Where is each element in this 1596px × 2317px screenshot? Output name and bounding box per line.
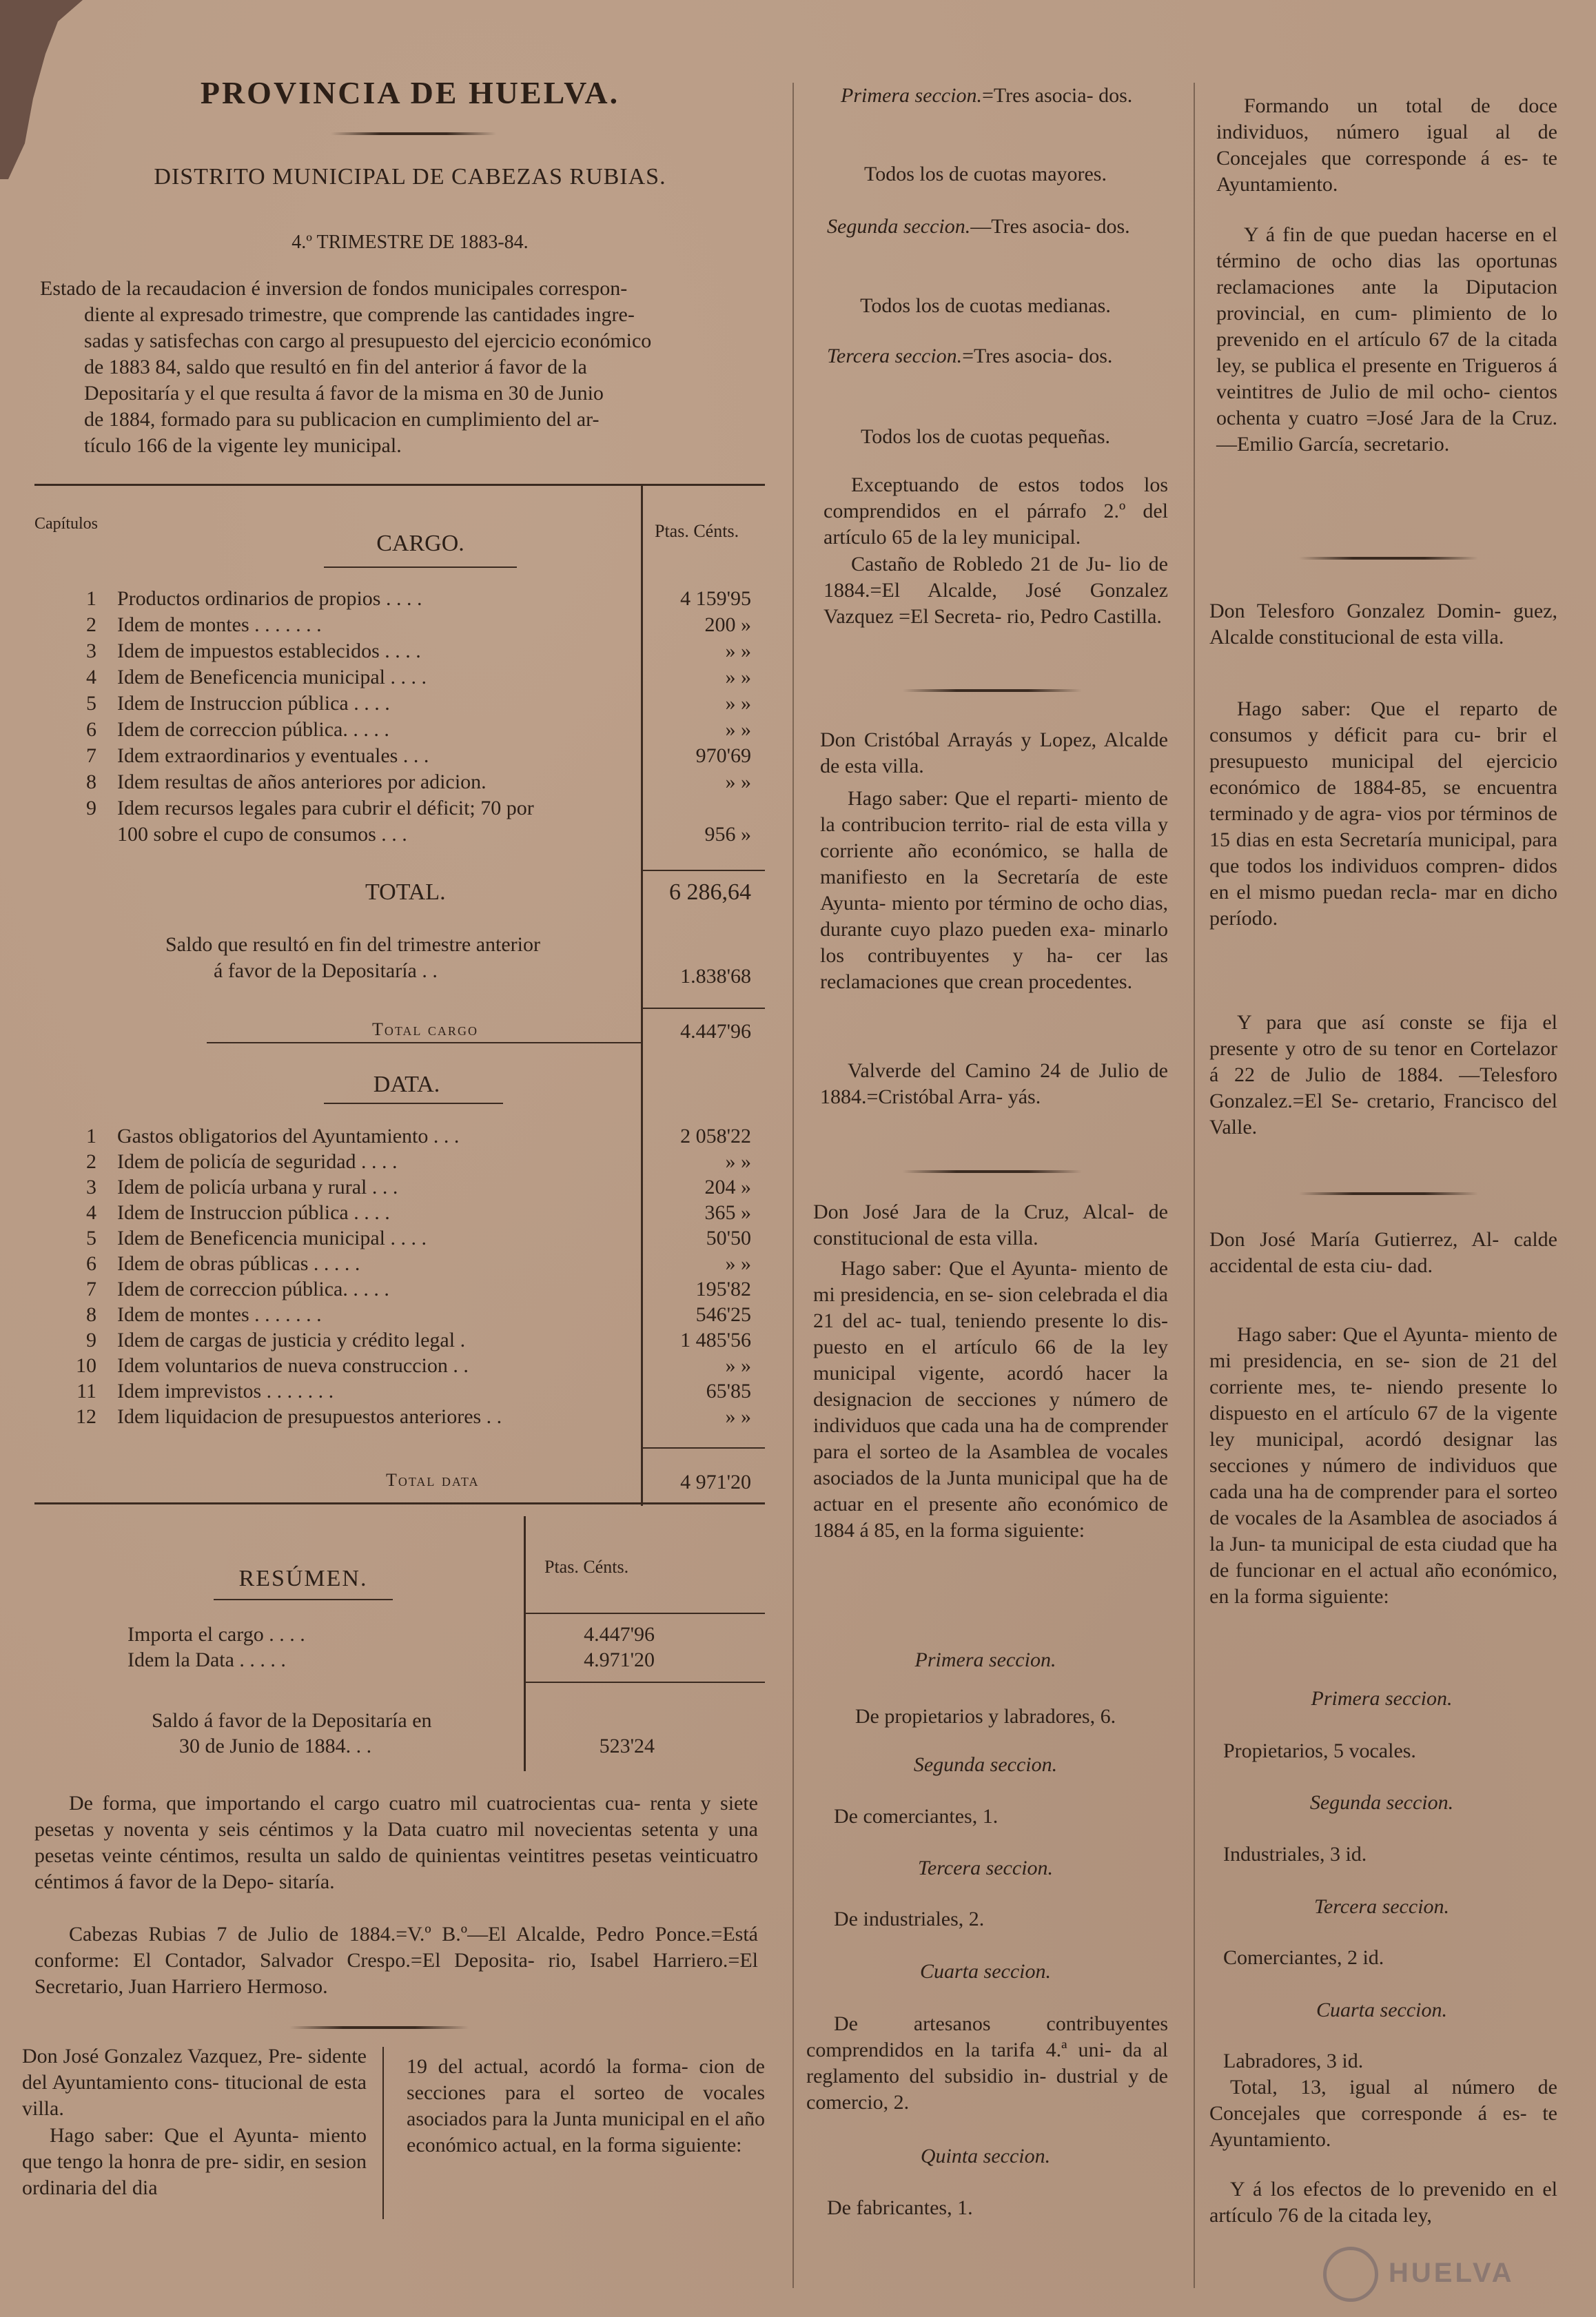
intro-line: Estado de la recaudacion é inversion de fondos municipales correspon- (40, 277, 628, 300)
row-number: 5 (86, 692, 96, 715)
row-number: 11 (76, 1380, 96, 1402)
sum-rule (642, 870, 765, 871)
row-amount: » » (725, 692, 751, 715)
total-label: TOTAL. (365, 879, 446, 905)
row-number: 6 (86, 718, 96, 741)
row-description: Idem de obras públicas . . . . . (117, 1252, 360, 1275)
table-row (34, 1149, 751, 1175)
intro-line: diente al expresado trimestre, que comprende las cantidades ingre- (84, 303, 635, 326)
table-row (34, 1302, 751, 1328)
row-number: 4 (86, 1201, 96, 1224)
jara-sec4-body: De artesanos contribuyentes comprendidos en la tarifa 4.ª uni- da al reglamento del subsidio in- dustrial y de comercio, 2. (806, 2012, 1168, 2114)
table-row (34, 612, 751, 638)
table-row (34, 664, 751, 691)
row-description: Gastos obligatorios del Ayuntamiento . . . (117, 1125, 460, 1147)
row-description: Idem resultas de años anteriores por adicion. (117, 770, 487, 793)
row-description: Idem de montes . . . . . . . (117, 613, 322, 636)
capitulos-header: Capítulos (34, 515, 99, 533)
row-amount: 4 159'95 (680, 587, 751, 610)
total-value: 6 286,64 (669, 879, 751, 905)
resumen-divider (524, 1516, 526, 1771)
row-amount: 546'25 (695, 1303, 751, 1326)
row-description: Idem voluntarios de nueva construccion . . (117, 1354, 469, 1377)
resumen-title-rule (214, 1599, 393, 1600)
row-description: Idem de policía de seguridad . . . . (117, 1150, 398, 1173)
row-amount: » » (725, 666, 751, 688)
arrayas-heading: Don Cristóbal Arrayás y Lopez, Alcalde de esta villa. (820, 728, 1168, 777)
row-description: Idem extraordinarios y eventuales . . . (117, 744, 429, 767)
table-row (34, 1174, 751, 1201)
castano-paragraph: Castaño de Robledo 21 de Ju- lio de 1884.=El Alcalde, José Gonzalez Vazquez =El Secreta- rio, Pedro Castilla. (823, 553, 1168, 628)
saldo-value: 1.838'68 (680, 965, 751, 988)
arrayas-body: Hago saber: Que el reparti- miento de la contribucion territo- rial de esta villa y corriente año económico, se halla de manifiesto en la Secretaría de este Ayunta- miento por término de ocho dias, durante cuyo plazo pueden exa- minarlo los contribuyentes y ha- cer las reclamaciones que crean procedentes. (820, 787, 1168, 993)
gutierrez-sec1-body: Propietarios, 5 vocales. (1223, 1739, 1416, 1762)
s3-title: Tercera seccion. (827, 345, 963, 367)
gutierrez-total: Total, 13, igual al número de Concejales que corresponde á es- te Ayuntamiento. (1209, 2076, 1557, 2151)
table-row (34, 1353, 751, 1379)
gutierrez-sec2-title: Segunda seccion. (1309, 1791, 1454, 1814)
jara-sec4-title: Cuarta seccion. (920, 1960, 1051, 1983)
row-description: Idem de correccion pública. . . . . (117, 1278, 389, 1300)
row-amount: 195'82 (695, 1278, 751, 1300)
row-number: 1 (86, 1125, 96, 1147)
row-description: Productos ordinarios de propios . . . . (117, 587, 422, 610)
gonzalez-end: Y para que así conste se fija el presente y otro de su tenor en Cortelazor á 22 de Julio de 1884. —Telesforo Gonzalez.=El Se- cretario, Francisco del Valle. (1209, 1011, 1557, 1139)
row-amount: 2 058'22 (680, 1125, 751, 1147)
table-row (34, 586, 751, 612)
s1-paragraph (841, 83, 1172, 109)
resumen-cargo-value: 4.447'96 (584, 1623, 655, 1646)
row-amount: » » (725, 1252, 751, 1275)
row-amount: » » (725, 1405, 751, 1428)
gutierrez-body: Hago saber: Que el Ayunta- miento de mi presidencia, en se- sion de 21 del corriente mes, te- niendo presente lo dispuesto en el artículo 67 de la vigente ley municipal, acordó designar las secciones y número de individuos que cada una ha de comprender para el sorteo de vocales de la Asamblea de asociados á la Jun- ta municipal de esta ciudad que ha de funcionar en el actual año económico, en la forma siguiente: (1209, 1323, 1557, 1608)
table-row (34, 1251, 751, 1277)
vazquez-continuation: 19 del actual, acordó la forma- cion de secciones para el sorteo de vocales asociados para la Junta municipal en el año económico actual, en la forma siguiente: (407, 2055, 765, 2156)
s1-title: Primera seccion. (841, 84, 982, 107)
ornament-rule (1299, 557, 1478, 560)
row-amount: » » (725, 640, 751, 662)
resumen-title: RESÚMEN. (238, 1566, 368, 1591)
row-amount: » » (725, 1150, 751, 1173)
row-amount: 65'85 (706, 1380, 751, 1402)
row-amount: 970'69 (695, 744, 751, 767)
ptas-header: Ptas. Cénts. (655, 521, 739, 541)
row-number: 2 (86, 1150, 96, 1173)
row-amount: » » (725, 718, 751, 741)
jara-body: Hago saber: Que el Ayunta- miento de mi presidencia, en se- sion celebrada el dia 21 del ac- tual, teniendo presente lo dis- puesto en el artículo 66 de la ley municipal vigente, acordó hacer la designacion de secciones y número de individuos que cada una ha de comprender para el sorteo de la Asamblea de vocales asociados de la Junta municipal que ha de actuar en el presente año económico de 1884 á 85, en la forma siguiente: (813, 1257, 1168, 1542)
row-description: Idem de Beneficencia municipal . . . . (117, 1227, 427, 1249)
total-paragraph: Formando un total de doce individuos, número igual al de Concejales que corresponde á es- te Ayuntamiento. (1216, 94, 1557, 196)
row-amount: 365 » (704, 1201, 751, 1224)
gutierrez-sec1-title: Primera seccion. (1311, 1687, 1453, 1710)
page-title: PROVINCIA DE HUELVA. (200, 75, 620, 110)
table-row (34, 795, 724, 821)
table-top-rule (34, 484, 765, 486)
ornament-rule (1299, 1192, 1478, 1195)
row-amount: » » (725, 1354, 751, 1377)
row-description: Idem recursos legales para cubrir el déficit; 70 por (117, 797, 534, 819)
row-amount: 50'50 (706, 1227, 751, 1249)
archive-watermark (1323, 2240, 1557, 2302)
resumen-data-label: Idem la Data . . . . . (127, 1649, 286, 1671)
row-description: Idem de correccion pública. . . . . (117, 718, 389, 741)
row-number: 8 (86, 1303, 96, 1326)
total-data-label: Total data (386, 1470, 480, 1490)
row-number: 2 (86, 613, 96, 636)
row-number: 4 (86, 666, 96, 688)
data-title-rule (324, 1103, 503, 1104)
intro-line: tículo 166 de la vigente ley municipal. (84, 434, 402, 457)
sum-rule (642, 1008, 765, 1009)
section-rule (207, 1042, 641, 1043)
jara-sec1-title: Primera seccion. (914, 1649, 1056, 1671)
jara-sec2-title: Segunda seccion. (913, 1753, 1058, 1776)
ornament-rule (331, 132, 496, 135)
gutierrez-sec2-body: Industriales, 3 id. (1223, 1843, 1367, 1866)
cargo-title-rule (324, 567, 517, 568)
resumen-saldo-value: 523'24 (599, 1735, 655, 1757)
gutierrez-heading: Don José María Gutierrez, Al- calde accidental de esta ciu- dad. (1209, 1228, 1557, 1277)
row-number: 3 (86, 640, 96, 662)
s3-rest: =Tres asocia- dos. (962, 345, 1113, 367)
except-paragraph: Exceptuando de estos todos los comprendidos en el párrafo 2.º del artículo 65 de la ley municipal. (823, 473, 1168, 549)
mini-column-divider (382, 2047, 384, 2219)
row-amount: 1 485'56 (680, 1329, 751, 1351)
watermark-text: HUELVA (1389, 2258, 1515, 2288)
column-rule-1 (792, 83, 794, 2288)
s1-body: Todos los de cuotas mayores. (863, 163, 1107, 185)
total-cargo-label: Total cargo (372, 1019, 478, 1039)
s3-body: Todos los de cuotas pequeñas. (861, 425, 1110, 448)
quarter-heading: 4.º TRIMESTRE DE 1883-84. (291, 232, 529, 253)
row-number: 1 (86, 587, 96, 610)
gonzalez-body: Hago saber: Que el reparto de consumos y déficit para cu- brir el presupuesto municipal del ejercicio económico de 1884-85, se encuentra terminado y de agra- vios por términos de 15 dias en esta Secretaría municipal, para que todos los individuos compren- didos en el mismo puedan recla- mar en dicho período. (1209, 697, 1557, 930)
total-data-value: 4 971'20 (680, 1471, 751, 1493)
row-description: Idem de policía urbana y rural . . . (117, 1176, 398, 1198)
district-heading: DISTRITO MUNICIPAL DE CABEZAS RUBIAS. (154, 164, 666, 190)
s2-title: Segunda seccion. (827, 215, 971, 238)
table-row (34, 769, 751, 795)
table-row (34, 1327, 751, 1354)
jara-sec5-body: De fabricantes, 1. (827, 2196, 973, 2219)
jara-sec1-body: De propietarios y labradores, 6. (855, 1705, 1116, 1728)
ornament-rule (289, 2026, 469, 2029)
vazquez-heading: Don José Gonzalez Vazquez, Pre- sidente del Ayuntamiento cons- titucional de esta villa. (22, 2045, 367, 2120)
row-description: Idem de Instruccion pública . . . . (117, 1201, 390, 1224)
row-number: 7 (86, 744, 96, 767)
resumen-saldo-line2: 30 de Junio de 1884. . . (179, 1735, 372, 1757)
gonzalez-heading: Don Telesforo Gonzalez Domin- guez, Alcalde constitucional de esta villa. (1209, 600, 1557, 649)
s3-paragraph (827, 343, 1165, 369)
table-row (34, 1276, 751, 1303)
table-row (34, 638, 751, 664)
cargo-title: CARGO. (376, 531, 464, 556)
row-description: Idem liquidacion de presupuestos anteriores . . (117, 1405, 502, 1428)
jara-heading: Don José Jara de la Cruz, Alcal- de constitucional de esta villa. (813, 1201, 1168, 1249)
row-number: 10 (76, 1354, 96, 1377)
row-number: 9 (86, 1329, 96, 1351)
s2-body: Todos los de cuotas medianas. (860, 294, 1111, 317)
gutierrez-sec4-body: Labradores, 3 id. (1223, 2050, 1364, 2072)
gutierrez-sec3-body: Comerciantes, 2 id. (1223, 1946, 1384, 1969)
intro-line: de 1884, formado para su publicacion en cumplimiento del ar- (84, 408, 600, 431)
row-number: 8 (86, 770, 96, 793)
table-row (34, 743, 751, 769)
row-description: Idem de montes . . . . . . . (117, 1303, 322, 1326)
row-description: Idem de cargas de justicia y crédito legal . (117, 1329, 466, 1351)
row-description: Idem imprevistos . . . . . . . (117, 1380, 334, 1402)
jara-sec2-body: De comerciantes, 1. (834, 1805, 999, 1828)
resumen-saldo-line1: Saldo á favor de la Depositaría en (152, 1709, 432, 1732)
gutierrez-end: Y á los efectos de lo prevenido en el artículo 76 de la citada ley, (1209, 2178, 1557, 2227)
table-row (34, 717, 751, 743)
intro-line: de 1883 84, saldo que resultó en fin del anterior á favor de la (84, 356, 587, 378)
table-row (34, 1123, 751, 1150)
table-row (34, 1404, 751, 1430)
s2-rest: —Tres asocia- dos. (970, 215, 1130, 238)
column-rule-2 (1194, 83, 1195, 2288)
total-cargo-value: 4.447'96 (680, 1020, 751, 1043)
data-title: DATA. (373, 1072, 440, 1097)
ornament-rule (903, 689, 1082, 692)
table-row (34, 821, 751, 848)
row-description: 100 sobre el cupo de consumos . . . (117, 823, 407, 846)
row-amount: 204 » (704, 1176, 751, 1198)
saldo-label-line2: á favor de la Depositaría . . (214, 959, 438, 982)
table-row (34, 1200, 751, 1226)
row-amount: 200 » (704, 613, 751, 636)
resumen-ptas-header: Ptas. Cénts. (544, 1557, 629, 1577)
row-number: 12 (76, 1405, 96, 1428)
intro-line: Depositaría y el que resulta á favor de la misma en 30 de Junio (84, 382, 604, 405)
resumen-cargo-label: Importa el cargo . . . . (127, 1623, 305, 1646)
resumen-header-rule (525, 1613, 765, 1614)
row-number: 9 (86, 797, 96, 819)
sum-rule (642, 1447, 765, 1449)
row-description: Idem de Instruccion pública . . . . (117, 692, 390, 715)
row-number: 5 (86, 1227, 96, 1249)
vazquez-body: Hago saber: Que el Ayunta- miento que tengo la honra de pre- sidir, en sesion ordinaria del dia (22, 2124, 367, 2199)
row-amount: 956 » (704, 823, 751, 846)
row-number: 3 (86, 1176, 96, 1198)
closing-paragraph: De forma, que importando el cargo cuatro mil cuatrocientas cua- renta y siete pesetas y noventa y seis céntimos y la Data cuatro mil novecientas setenta y una pesetas veinte céntimos, resulta un saldo de quinientas veintitres pesetas veinticuatro céntimos á favor de la Depo- sitaría. (34, 1792, 758, 1893)
signature-paragraph: Cabezas Rubias 7 de Julio de 1884.=V.º B.º—El Alcalde, Pedro Ponce.=Está conforme: El Contador, Salvador Crespo.=El Deposita- rio, Isabel Harriero.=El Secretario, Juan Harriero Hermoso. (34, 1923, 758, 1998)
jara-sec3-body: De industriales, 2. (834, 1908, 985, 1930)
gutierrez-sec3-title: Tercera seccion. (1313, 1895, 1450, 1918)
table-row (34, 1225, 751, 1252)
valverde-paragraph: Valverde del Camino 24 de Julio de 1884.=Cristóbal Arra- yás. (820, 1059, 1168, 1108)
trigueros-paragraph: Y á fin de que puedan hacerse en el término de ocho dias las oportunas reclamaciones ante la Diputacion provincial, en cum- plimiento de lo prevenido en el artículo 67 de la citada ley, se publica el presente en Trigueros á veintitres de Julio de mil ocho- cientos ochenta y cuatro =José Jara de la Cruz.—Emilio García, secretario. (1216, 223, 1557, 456)
table-bottom-rule (34, 1502, 765, 1504)
row-amount: » » (725, 770, 751, 793)
table-row (34, 1378, 751, 1405)
row-number: 7 (86, 1278, 96, 1300)
intro-line: sadas y satisfechas con cargo al presupuesto del ejercicio económico (84, 329, 652, 352)
row-description: Idem de impuestos establecidos . . . . (117, 640, 421, 662)
table-row (34, 691, 751, 717)
ornament-rule (903, 1170, 1082, 1173)
s2-paragraph (827, 214, 1165, 240)
archive-logo-icon (1323, 2247, 1378, 2302)
jara-sec3-title: Tercera seccion. (917, 1857, 1054, 1879)
resumen-data-value: 4.971'20 (584, 1649, 655, 1671)
gutierrez-sec4-title: Cuarta seccion. (1316, 1999, 1447, 2021)
row-number: 6 (86, 1252, 96, 1275)
jara-sec5-title: Quinta seccion. (920, 2145, 1051, 2167)
s1-rest: =Tres asocia- dos. (981, 84, 1133, 107)
resumen-sum-rule (525, 1682, 765, 1683)
saldo-label-line1: Saldo que resultó en fin del trimestre anterior (165, 933, 540, 956)
row-description: Idem de Beneficencia municipal . . . . (117, 666, 427, 688)
